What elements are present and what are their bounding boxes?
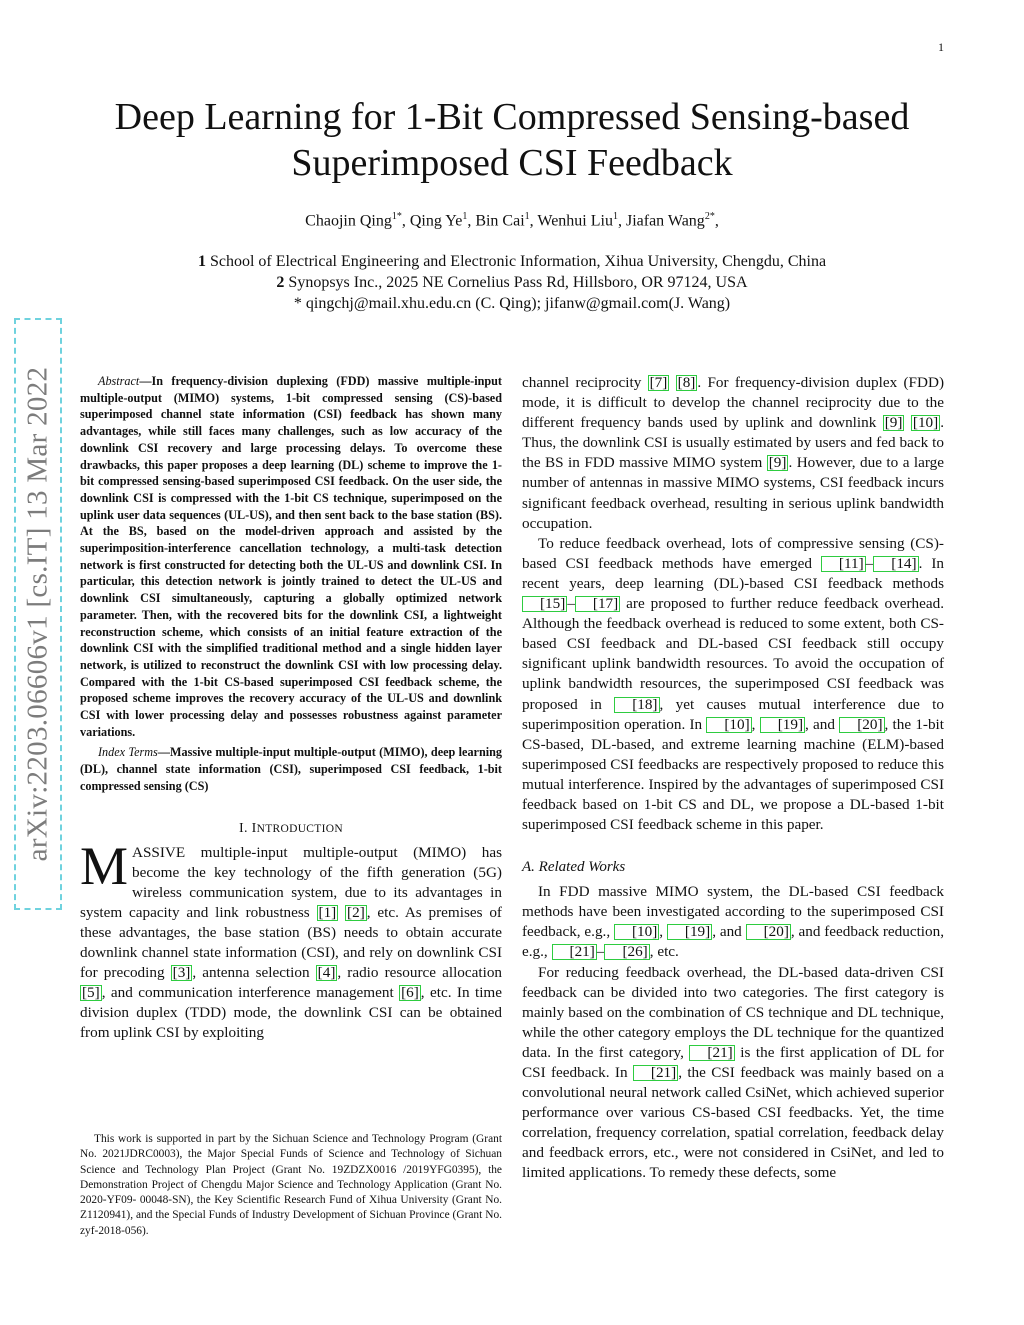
subsection-heading: A. Related Works [522, 859, 626, 876]
left-column [80, 373, 502, 1044]
text-run: , etc. As premises of these advantages, the base station (BS) needs to obtain accurate downlink channel state information (CSI), and rely on downlink CSI for precoding [80, 903, 502, 982]
citation-link[interactable]: [10] [706, 717, 751, 733]
citation-link[interactable]: [18] [614, 697, 659, 713]
text-run: For reducing feedback overhead, the DL-based data-driven CSI feedback can be divided into two categories. The first category is mainly based on the combination of CS technique and DL technique, while the other category employs the DL technique for the quantized data. In the first category, [522, 963, 944, 1061]
text-run: ASSIVE multiple-input multiple-output (MIMO) has become the key technology of the fifth generation (5G) wireless communication system, due to its advantages in system capacity and link robustness [80, 843, 502, 921]
citation-link[interactable]: [5] [82, 984, 100, 1002]
citation-link[interactable]: [19] [760, 717, 805, 733]
intro-paragraph [80, 835, 503, 1044]
drop-cap: M [80, 835, 129, 896]
text-run: channel reciprocity [522, 374, 648, 391]
citation-link[interactable]: [21] [689, 1045, 734, 1061]
paper-title: Deep Learning for 1-Bit Compressed Sensing-based Superimposed CSI Feedback [114, 96, 910, 184]
abstract-text: —In frequency-division duplexing (FDD) massive multiple-input multiple-output (MIMO) systems, 1-bit compressed sensing (CS)-based superimposed channel state information (CSI) feedback has shown many advantages, while still faces many challenges, such as low accuracy of the downlink CSI recovery and large processing delays. To overcome these drawbacks, this paper proposes a deep learning (DL) scheme to improve the 1-bit compressed sensing-based superimposed CSI feedback. On the user side, the downlink CSI is compressed with the 1-bit CS technique, superimposed on the uplink user data sequences (UL-US), and then sent back to the base station (BS). At the BS, based on the model-driven approach and assisted by the superimposition-interference cancellation technology, a multi-task detection network is first constructed for detecting both the UL-US and downlink CSI. In particular, this detection network is jointly trained to detect the UL-US and downlink CSI simultaneously, capturing a globally optimized network parameter. Then, with the recovered bits for the downlink CSI, a lightweight reconstruction scheme, which consists of an initial feature extraction of the downlink CSI with the simplified traditional method and a single hidden layer network, is utilized to reconstruct the downlink CSI with low processing delay. Compared with the 1-bit CS-based superimposed CSI feedback scheme, the proposed scheme improves the recovery accuracy of the UL-US and downlink CSI with lower processing delay and possesses robustness against parameter variations. [80, 374, 502, 739]
affiliation-number: 2 [276, 274, 285, 291]
citation-link[interactable]: [10] [912, 414, 939, 432]
author-list: Chaojin Qing$^{1*}$, Qing Ye$^1$, Bin Cai$^1$, Wenhui Liu$^1$, Jiafan Wang$^{2*}$, [305, 211, 719, 230]
right-column [522, 373, 944, 1184]
citation-link[interactable]: [1] [318, 903, 337, 921]
affiliation-text: School of Electrical Engineering and Electronic Information, Xihua University, Chengdu, China [209, 253, 827, 270]
affiliation-text: Synopsys Inc., 2025 NE Cornelius Pass Rd, Hillsboro, OR 97124, USA [288, 274, 748, 291]
body-paragraph [522, 373, 944, 534]
text-run: To reduce feedback overhead, lots of compressive sensing (CS)-based CSI feedback methods have emerged [522, 534, 944, 572]
body-paragraph: To reduce feedback overhead, lots of compressive sensing (CS)-based CSI feedback methods have emerged [11] – [14] . In recent years, deep learning (DL)-based CSI feedback methods [15] – [17] are proposed to further reduce feedback overhead. Although the feedback overhead is reduced to some extent, both CS-based CSI feedback and DL-based CSI feedback still occupy significant uplink bandwidth resources. To avoid the occupation of uplink bandwidth resources, the superimposed CSI feedback was proposed in [18] , yet causes mutual interference due to superimposition operation. In [10] , [19] , and [20] , the 1-bit CS-based, DL-based, and extreme learning machine (ELM)-based superimposed CSI feedbacks are respectively proposed to reduce this mutual interference. Inspired by the advantages of superimposed CSI feedback based on 1-bit CS and DL, we propose a DL-based 1-bit superimposed CSI feedback scheme in this paper. [522, 534, 945, 834]
citation-link[interactable]: [8] [677, 374, 696, 391]
author-superscript: 2* [704, 211, 715, 222]
arxiv-id: arXiv:2203.06606v1 [cs.IT] 13 Mar 2022 [21, 366, 54, 862]
index-terms [80, 744, 502, 794]
index-terms-text: —Massive multiple-input multiple-output (MIMO), deep learning (DL), channel state information (CSI), superimposed CSI feedback, 1-bit compressed sensing (CS) [80, 745, 503, 793]
citation-link[interactable]: [3] [172, 964, 191, 982]
author-superscript: 1 [612, 211, 618, 222]
text-run: . In recent years, deep learning (DL)-based CSI feedback methods [522, 554, 944, 592]
author-superscript: 1 [462, 211, 468, 222]
body-paragraph [522, 963, 944, 1184]
author-superscript: 1 [524, 211, 530, 222]
text-run: , the 1-bit CS-based, DL-based, and extreme learning machine (ELM)-based superimposed CSI feedbacks are respectively proposed to reduce this mutual interference. Inspired by the advantages of superimposed CSI feedback based on 1-bit CS and DL, we propose a DL-based 1-bit superimposed CSI feedback scheme in this paper. [522, 715, 945, 834]
section-title-rest: NTRODUCTION [256, 822, 343, 835]
section-heading-introduction [80, 821, 502, 837]
citation-link[interactable]: [2] [347, 903, 365, 921]
author-name: Qing Ye [409, 212, 463, 230]
affiliation-1 [60, 251, 964, 272]
citation-link[interactable]: [6] [401, 984, 419, 1002]
author-name: Chaojin Qing [305, 212, 392, 230]
page-number: 1 [938, 40, 944, 54]
citation-link[interactable]: [21] [552, 944, 597, 960]
affiliation-2 [60, 272, 964, 293]
arxiv-stamp[interactable] [14, 318, 62, 910]
text-run: , antenna selection [192, 964, 316, 982]
text-run: , and [805, 715, 840, 733]
contact-emails: * qingchj@mail.xhu.edu.cn (C. Qing); jifanw@gmail.com(J. Wang) [293, 295, 731, 312]
citation-link[interactable]: [7] [649, 374, 668, 391]
citation-link[interactable]: [20] [746, 924, 791, 940]
citation-link[interactable]: [14] [873, 556, 918, 572]
index-terms-label: Index Terms [98, 745, 158, 760]
text-run: . However, due to a large number of antennas in massive MIMO systems, CSI feedback incurs significant feedback overhead, resulting in serious uplink bandwidth occupation. [522, 454, 944, 532]
text-run: , and [712, 923, 746, 941]
affiliation-number: 1 [197, 253, 206, 270]
text-run: , and communication interference management [101, 984, 400, 1002]
section-title-initial: I [251, 820, 257, 836]
citation-link[interactable]: [21] [633, 1065, 678, 1081]
abstract-label: Abstract [98, 374, 140, 388]
citation-link[interactable]: [26] [604, 944, 649, 960]
citation-link[interactable]: [17] [575, 596, 620, 612]
citation-link[interactable]: [10] [614, 924, 659, 940]
text-run: , yet causes mutual interference due to superimposition operation. In [522, 695, 944, 733]
author-name: Jiafan Wang [625, 212, 705, 230]
text-run: is the first application of DL for CSI feedback. In [522, 1043, 944, 1081]
text-run: , the CSI feedback was mainly based on a convolutional neural network called CsiNet, which achieved superior performance over various CS-based CSI feedbacks. Yet, the time correlation, frequency correlation, spatial correlation, feedback delay and feedback errors, etc., were not considered in CsiNet, and led to limited applications. To remedy these defects, some [522, 1064, 944, 1182]
abstract [80, 373, 502, 740]
author-superscript: 1* [391, 211, 402, 222]
citation-link[interactable]: [9] [768, 454, 787, 472]
text-run: , and feedback reduction, e.g., [522, 923, 945, 961]
text-run: are proposed to further reduce feedback overhead. Although the feedback overhead is reduced to some extent, both CS-based CSI feedback and DL-based CSI feedback still occupy significant uplink bandwidth resources. To avoid the occupation of uplink bandwidth resources, the superimposed CSI feedback was proposed in [522, 595, 944, 713]
affiliations [60, 251, 964, 314]
citation-link[interactable]: [9] [884, 414, 903, 432]
text-run: , radio resource allocation [337, 964, 503, 982]
citation-link[interactable]: [11] [821, 556, 866, 572]
section-number: I. [239, 820, 248, 836]
body-paragraph: In FDD massive MIMO system, the DL-based CSI feedback methods have been investigated according to the superimposed CSI feedback, e.g., [10] , [19] , and [20] , and feedback reduction, e.g., [21] – [26] , etc. [522, 883, 945, 961]
text-run: , etc. [649, 943, 679, 961]
citation-link[interactable]: [4] [317, 964, 336, 982]
text-run: . For frequency-division duplex (FDD) mode, it is difficult to develop the channel reciprocity due to the different frequency bands used by uplink and downlink [522, 374, 944, 432]
funding-footnote: This work is supported in part by the Sichuan Science and Technology Program (Grant No. 2021JDRC0003), the Major Special Funds of Science and Technology of Sichuan Science and Technology Plan Project (Grant No. 19ZDZX0016 /2019YFG0395), the Demonstration Project of Chengdu Major Science and Technology Application (Grant No. 2020-YF09- 00048-SN), the Key Scientific Research Fund of Xihua University (Grant No. Z1120941), and the Special Funds of Industry Development of Sichuan Province (Grant No. zyf-2018-056). [80, 1133, 502, 1237]
text-run: , etc. In time division duplex (TDD) mode, the downlink CSI can be obtained from uplink CSI by exploiting [80, 984, 502, 1042]
author-name: Wenhui Liu [537, 212, 613, 230]
citation-link[interactable]: [15] [522, 596, 567, 612]
text-run: . Thus, the downlink CSI is usually estimated by users and fed back to the BS in FDD massive MIMO system [522, 414, 945, 472]
citation-link[interactable]: [20] [839, 717, 884, 733]
text-run: In FDD massive MIMO system, the DL-based CSI feedback methods have been investigated according to the superimposed CSI feedback, e.g., [522, 883, 944, 941]
citation-link[interactable]: [19] [667, 924, 712, 940]
author-name: Bin Cai [475, 212, 525, 230]
